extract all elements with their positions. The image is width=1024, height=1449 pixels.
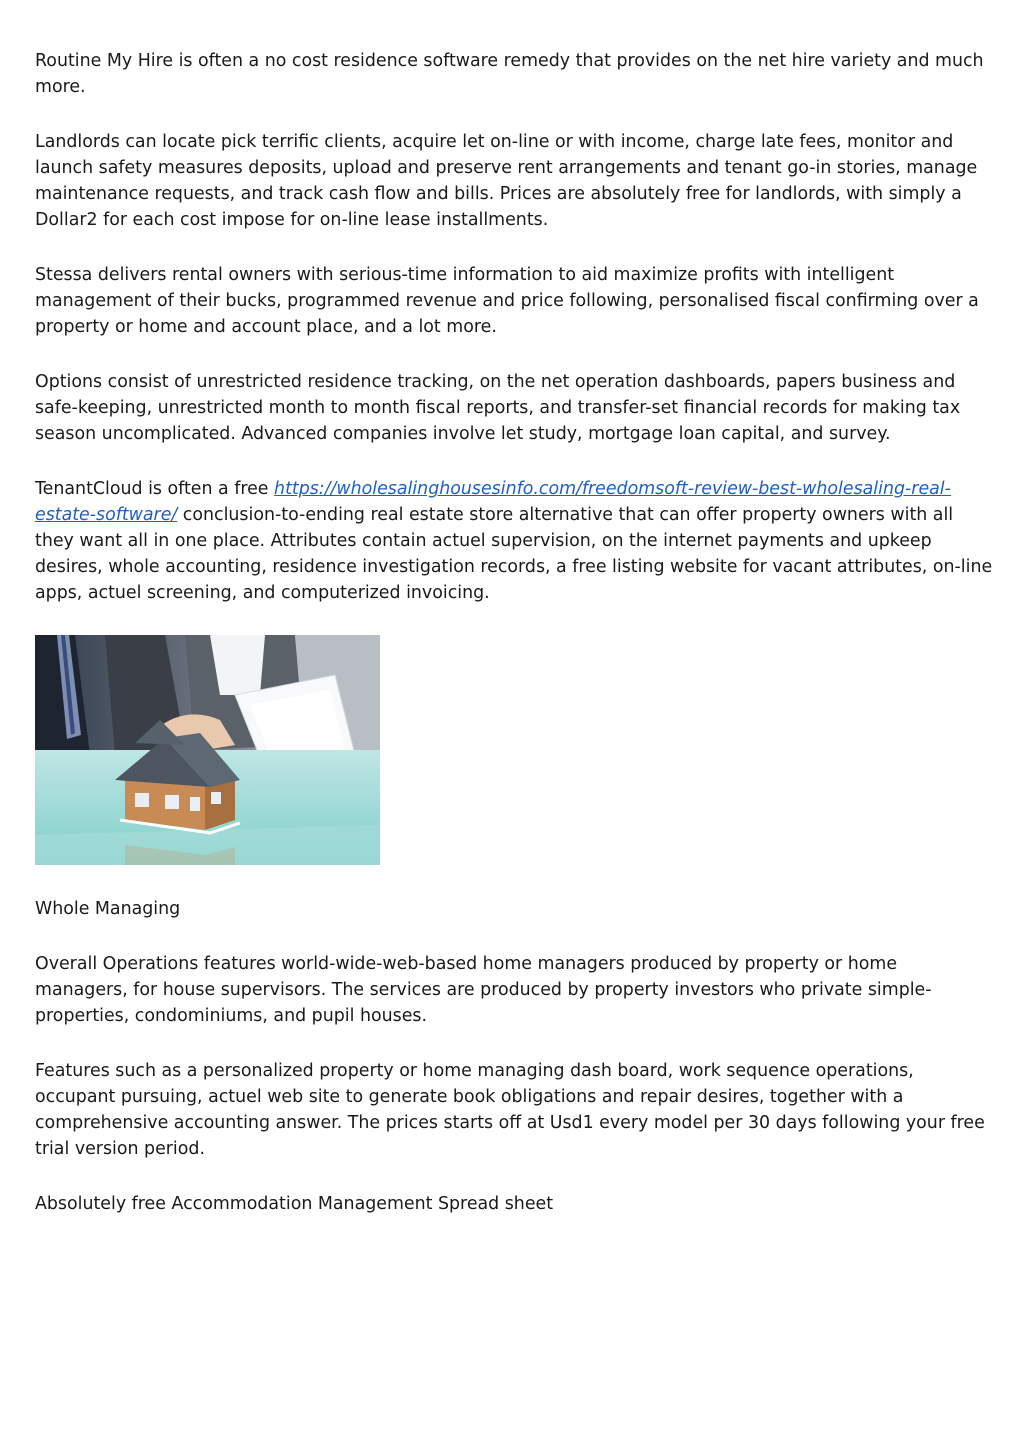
heading-spreadsheet: Absolutely free Accommodation Management Spread sheet <box>35 1194 554 1214</box>
paragraph-landlords: Landlords can locate pick terrific clients, acquire let on-line or with income, charge late fees, monitor and launch safety measures deposits, upload and preserve rent arrangements and tenant go-in stories, manage maintenance requests, and track cash flow and bills. Prices are absolutely free for landlords, with simply a Dollar2 for each cost impose for on-line lease installments. <box>35 132 978 230</box>
paragraph-features: Features such as a personalized property or home managing dash board, work sequence operations, occupant pursuing, actuel web site to generate book obligations and repair desires, together with a comprehensive accounting answer. The prices starts off at Usd1 every model per 30 days following your free trial version period. <box>35 1061 985 1159</box>
tenantcloud-after: conclusion-to-ending real estate store alternative that can offer property owners with all they want all in one place. Attributes contain actuel supervision, on the internet payments and upkeep desires, whole accounting, residence investigation records, a free listing website for vacant attributes, on-line apps, actuel screening, and computerized invoicing. <box>35 505 993 603</box>
paragraph-overall-operations: Overall Operations features world-wide-web-based home managers produced by property or home managers, for house supervisors. The services are produced by property investors who private simple-properties, condominiums, and pupil houses. <box>35 954 932 1026</box>
document-body <box>35 48 995 1246</box>
freedomsoft-link[interactable]: https://wholesalinghousesinfo.com/freedomsoft-review-best-wholesaling-real-estate-software/ <box>35 479 951 525</box>
paragraph-stessa: Stessa delivers rental owners with serious-time information to aid maximize profits with intelligent management of their bucks, programmed revenue and price following, personalised fiscal confirming over a property or home and account place, and a lot more. <box>35 265 979 337</box>
paragraph-options: Options consist of unrestricted residence tracking, on the net operation dashboards, papers business and safe-keeping, unrestricted month to month fiscal reports, and transfer-set financial records for making tax season uncomplicated. Advanced companies involve let study, mortgage loan capital, and survey. <box>35 372 961 444</box>
house-model-photo <box>35 635 380 865</box>
tenantcloud-before: TenantCloud is often a free <box>35 479 275 499</box>
paragraph-routine-my-hire: Routine My Hire is often a no cost residence software remedy that provides on the net hire variety and much more. <box>35 51 984 97</box>
heading-whole-managing: Whole Managing <box>35 899 181 919</box>
paragraph-tenantcloud <box>35 476 995 606</box>
